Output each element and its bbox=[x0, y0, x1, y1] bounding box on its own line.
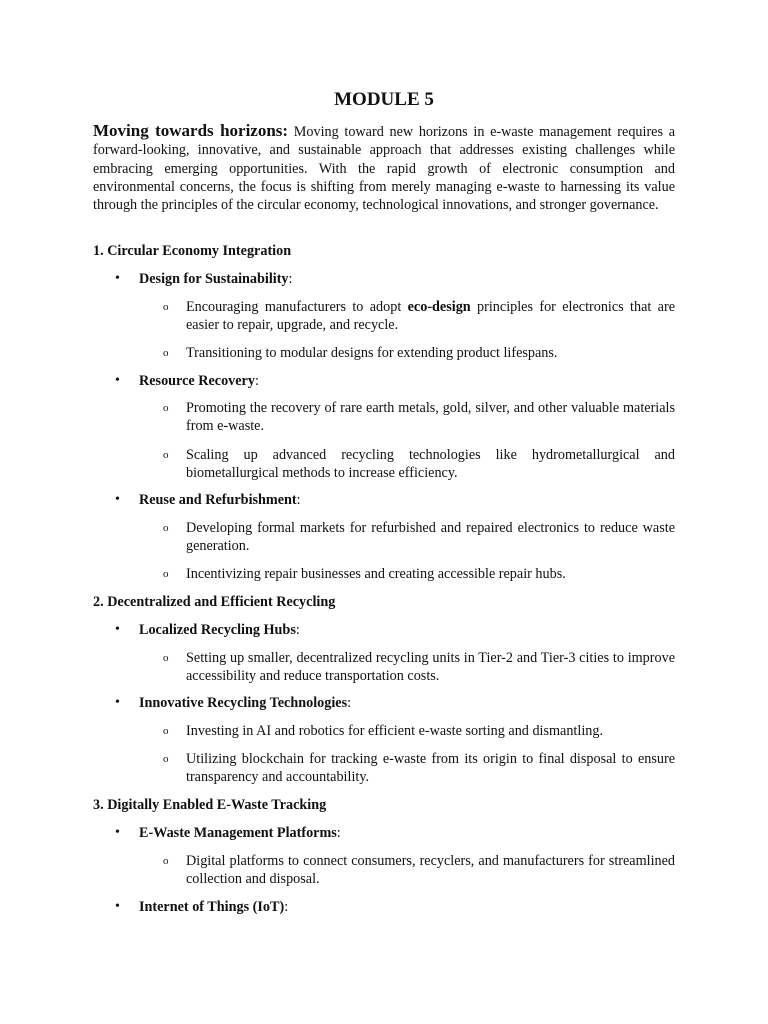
section-heading: 1. Circular Economy Integration bbox=[93, 243, 292, 259]
sub-bullet-icon: o bbox=[163, 301, 169, 313]
bullet-label: Design for Sustainability bbox=[139, 271, 289, 287]
sub-bullet-icon: o bbox=[163, 449, 169, 461]
intro-lead: Moving towards horizons: bbox=[93, 121, 289, 140]
sub-bullet-icon: o bbox=[163, 652, 169, 664]
sub-bullet-icon: o bbox=[163, 522, 169, 534]
bullet-icon: • bbox=[115, 271, 120, 286]
bullet-label: Localized Recycling Hubs bbox=[139, 622, 296, 638]
intro-paragraph bbox=[93, 122, 675, 214]
sub-bullet-icon: o bbox=[163, 855, 169, 867]
page-title: MODULE 5 bbox=[334, 89, 434, 110]
bullet-icon: • bbox=[115, 695, 120, 710]
bullet-label: E-Waste Management Platforms bbox=[139, 825, 337, 841]
section-heading: 2. Decentralized and Efficient Recycling bbox=[93, 594, 336, 610]
bullet-icon: • bbox=[115, 373, 120, 388]
sub-bullet-icon: o bbox=[163, 568, 169, 580]
intro-text: Moving toward new horizons in e-waste management requires a forward-looking, innovative, and sustainable approach that addresses existing challenges while embracing emerging opportunities. With the rapid growth of electronic consumption and environmental concerns, the focus is shifting from merely managing e-waste to harnessing its value through the principles of the circular economy, technological innovations, and stronger governance. bbox=[93, 124, 675, 214]
bullet-icon: • bbox=[115, 622, 120, 637]
section-heading: 3. Digitally Enabled E-Waste Tracking bbox=[93, 797, 327, 813]
sub-bullet-icon: o bbox=[163, 753, 169, 765]
bullet-label: Innovative Recycling Technologies bbox=[139, 695, 348, 711]
sub-bullet-icon: o bbox=[163, 402, 169, 414]
bullet-label: Internet of Things (IoT) bbox=[139, 899, 285, 915]
sub-bullet-icon: o bbox=[163, 347, 169, 359]
bullet-label: Resource Recovery bbox=[139, 373, 255, 389]
bullet-icon: • bbox=[115, 825, 120, 840]
bullet-label: Reuse and Refurbishment bbox=[139, 492, 297, 508]
bullet-icon: • bbox=[115, 899, 120, 914]
sub-bullet-icon: o bbox=[163, 725, 169, 737]
bullet-icon: • bbox=[115, 492, 120, 507]
